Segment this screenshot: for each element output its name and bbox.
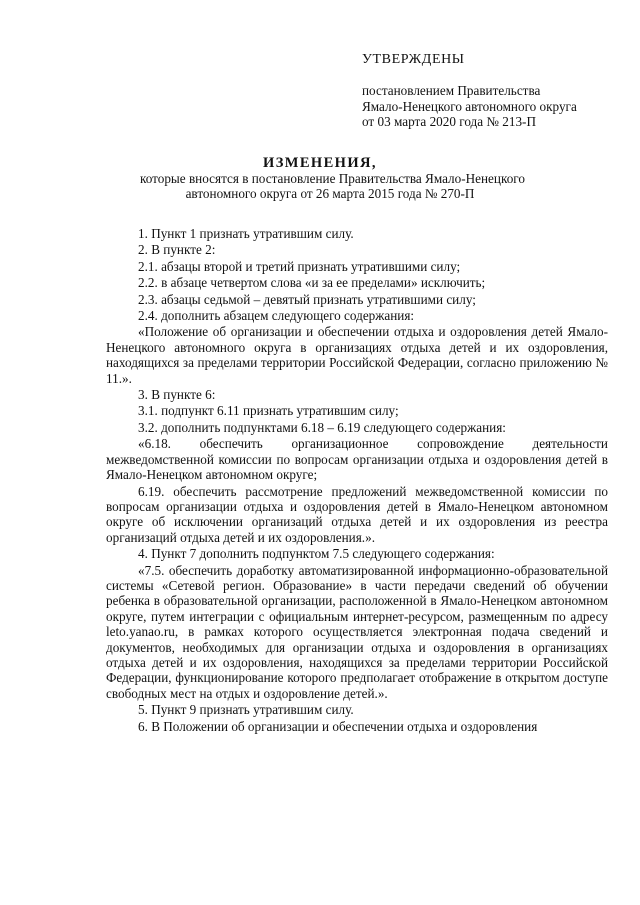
- document-body: [106, 226, 608, 734]
- subtitle-line: автономного округа от 26 марта 2015 года № 270-П: [185, 186, 475, 202]
- paragraph: 5. Пункт 9 признать утратившим силу.: [138, 702, 354, 718]
- approval-line: постановлением Правительства: [362, 83, 541, 99]
- document-title: ИЗМЕНЕНИЯ,: [263, 155, 377, 171]
- paragraph: 3. В пункте 6:: [138, 387, 216, 403]
- approval-line: от 03 марта 2020 года № 213-П: [362, 114, 536, 130]
- approval-heading: УТВЕРЖДЕНЫ: [362, 52, 465, 67]
- paragraph: 2.2. в абзаце четвертом слова «и за ее пределами» исключить;: [138, 275, 486, 291]
- subtitle-line: которые вносятся в постановление Правительства Ямало-Ненецкого: [140, 171, 525, 186]
- paragraph: 6. В Положении об организации и обеспечении отдыха и оздоровления: [138, 718, 538, 734]
- approval-block: [362, 52, 632, 130]
- paragraph: 3.2. дополнить подпунктами 6.18 – 6.19 следующего содержания:: [138, 419, 506, 435]
- paragraph: 4. Пункт 7 дополнить подпунктом 7.5 следующего содержания:: [138, 546, 495, 562]
- paragraph: 2.4. дополнить абзацем следующего содержания:: [138, 308, 415, 324]
- paragraph: 2.3. абзацы седьмой – девятый признать утратившими силу;: [138, 291, 476, 307]
- document-subtitle: [140, 171, 525, 202]
- paragraph: «6.18. обеспечить организационное сопровождение деятельности межведомственной комиссии по вопросам организации отдыха и оздоровления детей в Ямало-Ненецком автономном округе;: [106, 436, 608, 483]
- paragraph: 6.19. обеспечить рассмотрение предложений межведомственной комиссии по вопросам организации отдыха и оздоровления детей в Ямало-Ненецком автономном округе об исключении организаций отдыха детей и их оздоровления из реестра организаций отдыха детей и их оздоровления.».: [106, 483, 608, 545]
- paragraph: 1. Пункт 1 признать утратившим силу.: [138, 226, 354, 241]
- approval-line: Ямало-Ненецкого автономного округа: [362, 98, 577, 114]
- paragraph: 3.1. подпункт 6.11 признать утратившим силу;: [138, 403, 399, 419]
- paragraph: 2. В пункте 2:: [138, 242, 216, 258]
- paragraph: 2.1. абзацы второй и третий признать утратившими силу;: [138, 258, 461, 274]
- paragraph: «Положение об организации и обеспечении отдыха и оздоровления детей Ямало-Ненецкого автономного округа в организациях отдыха детей и их оздоровления, находящихся за пределами территории Российской Федерации, согласно приложению № 11.».: [106, 324, 608, 386]
- paragraph: «7.5. обеспечить доработку автоматизированной информационно-образовательной системы «Сетевой регион. Образование» в части передачи сведений об обучении ребенка в образовательной организации, расположенной в Ямало-Ненецком автономном округе, путем интеграции с официальным интернет-ресурсом, размещенным по адресу leto.yanao.ru, в рамках которого осуществляется электронная подача сведений и документов, необходимых для организации отдыха и оздоровления в организациях отдыха детей и их оздоровления, находящихся за пределами территории Российской Федерации, функционирование которого предполагает отображение в открытом доступе свободных мест на отдых и оздоровление детей.».: [106, 562, 608, 701]
